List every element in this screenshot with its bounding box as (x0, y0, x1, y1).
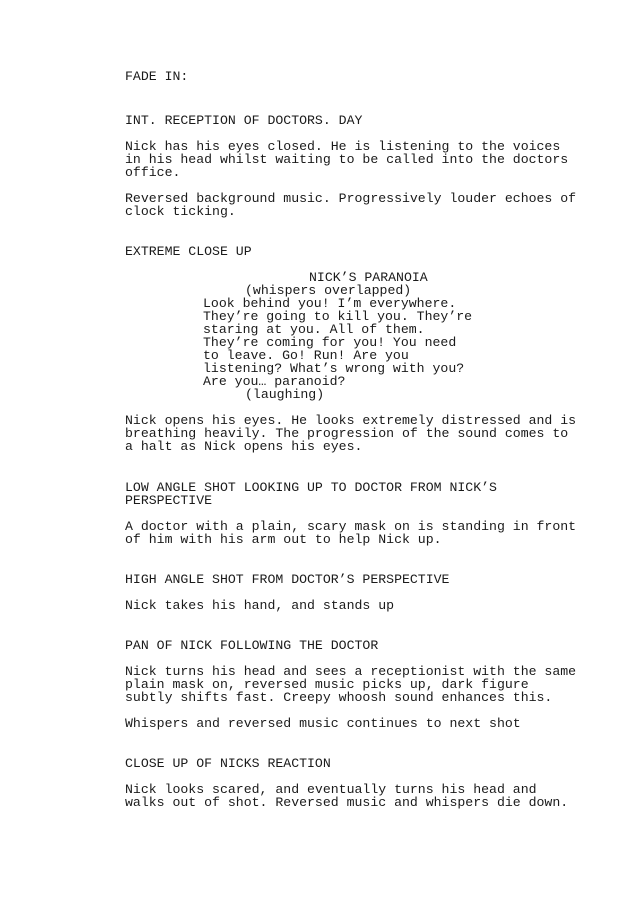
shot-heading: HIGH ANGLE SHOT FROM DOCTOR’S PERSPECTIVE (125, 572, 450, 587)
action-line: Whispers and reversed music continues to next shot (125, 716, 521, 731)
dialogue-line: They’re coming for you! You need (203, 335, 457, 350)
action-line: A doctor with a plain, scary mask on is standing in front (125, 519, 577, 534)
scene-heading: INT. RECEPTION OF DOCTORS. DAY (125, 113, 363, 128)
action-line: breathing heavily. The progression of the sound comes to (125, 426, 569, 441)
dialogue-line: staring at you. All of them. (203, 322, 425, 337)
action-line: plain mask on, reversed music picks up, dark figure (125, 677, 529, 692)
action-line: Nick looks scared, and eventually turns his head and (125, 782, 537, 797)
dialogue-line: Look behind you! I’m everywhere. (203, 296, 457, 311)
action-line: of him with his arm out to help Nick up. (125, 532, 442, 547)
shot-heading: PERSPECTIVE (125, 493, 213, 508)
action-line: in his head whilst waiting to be called into the doctors (125, 152, 569, 167)
action-line: clock ticking. (125, 204, 236, 219)
dialogue-line: listening? What’s wrong with you? (203, 361, 465, 376)
dialogue-line: They’re going to kill you. They’re (203, 309, 473, 324)
action-line: Nick opens his eyes. He looks extremely distressed and is (125, 413, 577, 428)
action-line: Reversed background music. Progressively louder echoes of (125, 191, 577, 206)
action-line: a halt as Nick opens his eyes. (125, 439, 363, 454)
action-line: subtly shifts fast. Creepy whoosh sound enhances this. (125, 690, 553, 705)
action-line: Nick turns his head and sees a receptionist with the same (125, 664, 577, 679)
action-line: Nick has his eyes closed. He is listening to the voices (125, 139, 561, 154)
parenthetical: (whispers overlapped) (245, 283, 412, 298)
action-line: walks out of shot. Reversed music and whispers die down. (125, 795, 569, 810)
action-line: Nick takes his hand, and stands up (125, 598, 395, 613)
shot-heading: LOW ANGLE SHOT LOOKING UP TO DOCTOR FROM NICK’S (125, 480, 497, 495)
shot-heading: CLOSE UP OF NICKS REACTION (125, 756, 331, 771)
shot-heading: EXTREME CLOSE UP (125, 244, 252, 259)
transition-fade-in: FADE IN: (125, 69, 189, 84)
parenthetical: (laughing) (245, 387, 325, 402)
dialogue-line: to leave. Go! Run! Are you (203, 348, 409, 363)
shot-heading: PAN OF NICK FOLLOWING THE DOCTOR (125, 638, 379, 653)
character-name: NICK’S PARANOIA (309, 270, 428, 285)
dialogue-line: Are you… paranoid? (203, 374, 346, 389)
action-line: office. (125, 165, 181, 180)
